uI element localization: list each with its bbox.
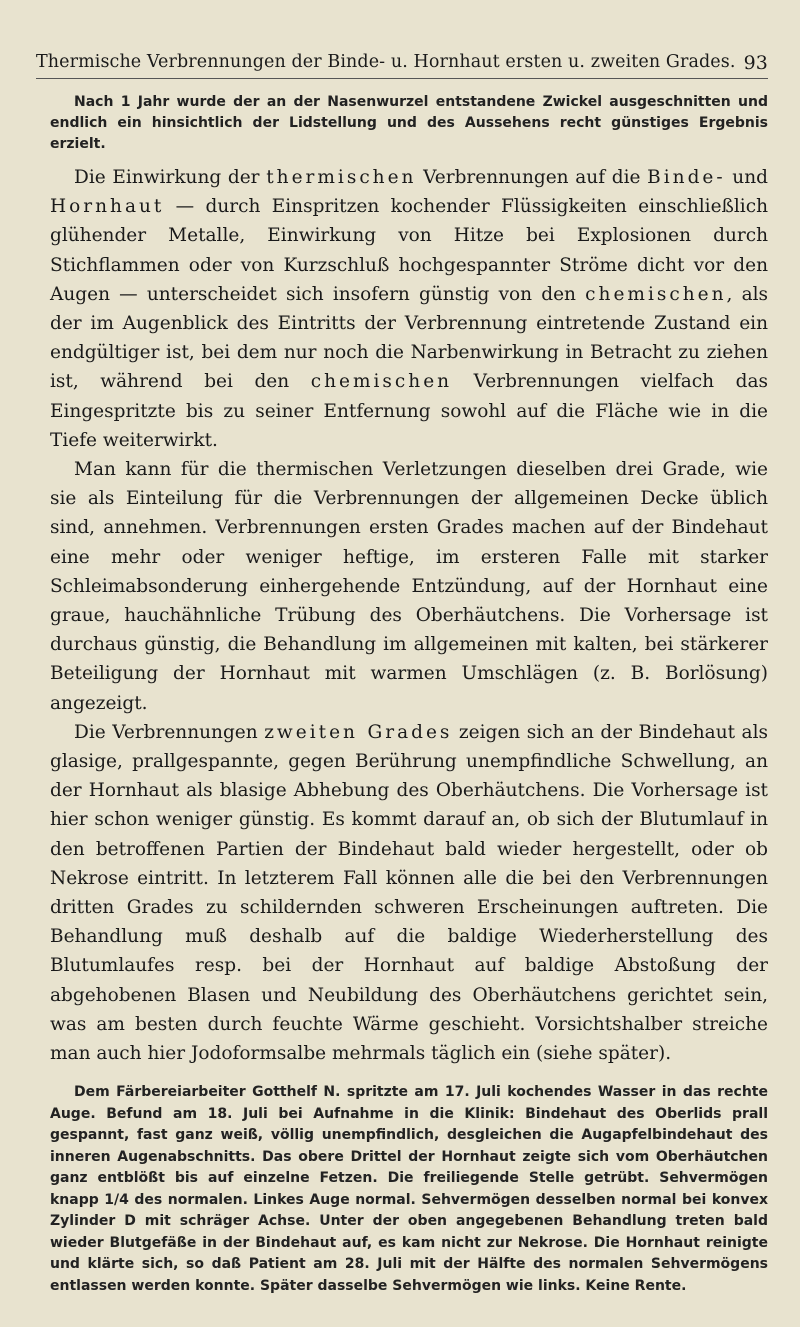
case-report-dyer bbox=[50, 1082, 768, 1297]
header-title: Thermische Verbrennungen der Binde- u. Hornhaut ersten u. zweiten Grades. bbox=[36, 52, 736, 72]
p1-t5: und bbox=[725, 167, 768, 188]
p1-emph-chemischen-2: chemischen bbox=[310, 371, 453, 393]
case-report-intro bbox=[50, 92, 768, 155]
p3-t3: zeigen sich an der Bindehaut als glasige, prallgespannte, gegen Berührung unempfindliche Schwellung, an der Hornhaut als blasige Abhebung des Oberhäutchens. Die Vorhersage ist hier schon weniger günstig. Es kommt darauf an, ob sich der Blutumlauf in den betroffenen Partien der Bindehaut bald wieder hergestellt, oder ob Nekrose eintritt. In letzterem Fall können alle die bei den Verbrennungen dritten Grades zu schildernden schweren Erscheinungen auftreten. Die Behandlung muß deshalb auf die baldige Wiederherstellung des Blutumlaufes resp. bei der Hornhaut auf baldige Abstoßung der abgehobenen Blasen und Neubildung des Oberhäutchens gerichtet sein, was am besten durch feuchte Wärme geschieht. Vorsichtshalber streiche man auch hier Jodoformsalbe mehrmals täglich ein (siehe später). bbox=[50, 721, 768, 1065]
p3-emph-zweiten-grades: zweiten Grades bbox=[264, 721, 453, 743]
page-number: 93 bbox=[743, 52, 768, 74]
case-report-dyer-text: Dem Färbereiarbeiter Gotthelf N. spritzte am 17. Juli kochendes Wasser in das rechte Auge. Befund am 18. Juli bei Aufnahme in die Klinik: Bindehaut des Oberlids prall gespannt, fast ganz weiß, völlig unempfindlich, desgleichen die Augapfelbindehaut des inneren Augenabschnitts. Das obere Drittel der Hornhaut zeigte sich vom Oberhäutchen ganz entblößt bis auf einzelne Fetzen. Die freiliegende Stelle getrübt. Sehvermögen knapp 1/4 des normalen. Linkes Auge normal. Sehvermögen desselben normal bei konvex Zylinder D mit schräger Achse. Unter der oben angegebenen Behandlung treten bald wieder Blutgefäße in der Bindehaut auf, es kam nicht zur Nekrose. Die Hornhaut reinigte und klärte sich, so daß Patient am 28. Juli mit der Hälfte des normalen Sehvermögens entlassen werden konnte. Später dasselbe Sehvermögen wie links. Keine Rente. bbox=[50, 1084, 768, 1294]
p1-emph-thermischen: thermischen bbox=[266, 167, 417, 188]
paragraph-second-degree bbox=[50, 718, 768, 1068]
case-report-intro-text: Nach 1 Jahr wurde der an der Nasenwurzel entstandene Zwickel ausgeschnitten und endlich ein hinsichtlich der Lidstellung und des Aussehens recht günstiges Ergebnis erzielt. bbox=[50, 94, 768, 152]
running-header bbox=[36, 52, 768, 76]
p1-t9: , als der im Augenblick des Eintritts der Verbrennung eintretende Zustand ein endgültiger ist, bei dem nur noch die Narbenwirkung in Betracht zu ziehen ist, während bei den bbox=[50, 283, 769, 393]
p1-t3: Verbrennungen auf die bbox=[416, 167, 648, 188]
p1-t7: — durch Einspritzen kochender Flüssigkeiten einschließlich glühender Metalle, Einwirkung von Hitze bei Explosionen durch Stichflammen oder von Kurzschluß hochgespannter Ströme dicht vor den Augen — unterscheidet sich insofern günstig von den bbox=[50, 196, 768, 305]
paragraph-first-degree: Man kann für die thermischen Verletzungen dieselben drei Grade, wie sie als Einteilung für die Verbrennungen der allgemeinen Decke üblich sind, annehmen. Verbrennungen ersten Grades machen auf der Bindehaut eine mehr oder weniger heftige, im ersteren Falle mit starker Schleimabsonderung einhergehende Entzündung, auf der Hornhaut eine graue, hauchähnliche Trübung des Oberhäutchens. Die Vorhersage ist durchaus günstig, die Behandlung im allgemeinen mit kalten, bei stärkerer Beteiligung der Hornhaut mit warmen Umschlägen (z. B. Borlösung) angezeigt. bbox=[50, 459, 768, 714]
p1-t1: Die Einwirkung der bbox=[74, 167, 267, 188]
p1-emph-chemischen: chemischen bbox=[585, 283, 727, 305]
body-text bbox=[50, 163, 768, 1068]
p1-emph-binde: Binde- bbox=[647, 167, 726, 188]
p1-t11: Verbrennungen vielfach das Eingespritzte bis zu seiner Entfernung sowohl auf die Fläche wie in die Tiefe weiterwirkt. bbox=[50, 371, 768, 451]
p1-emph-hornhaut: Hornhaut bbox=[50, 196, 165, 218]
paragraph-thermal-burns bbox=[50, 163, 768, 455]
p3-t1: Die Verbrennungen bbox=[74, 721, 265, 743]
header-rule bbox=[36, 78, 768, 79]
